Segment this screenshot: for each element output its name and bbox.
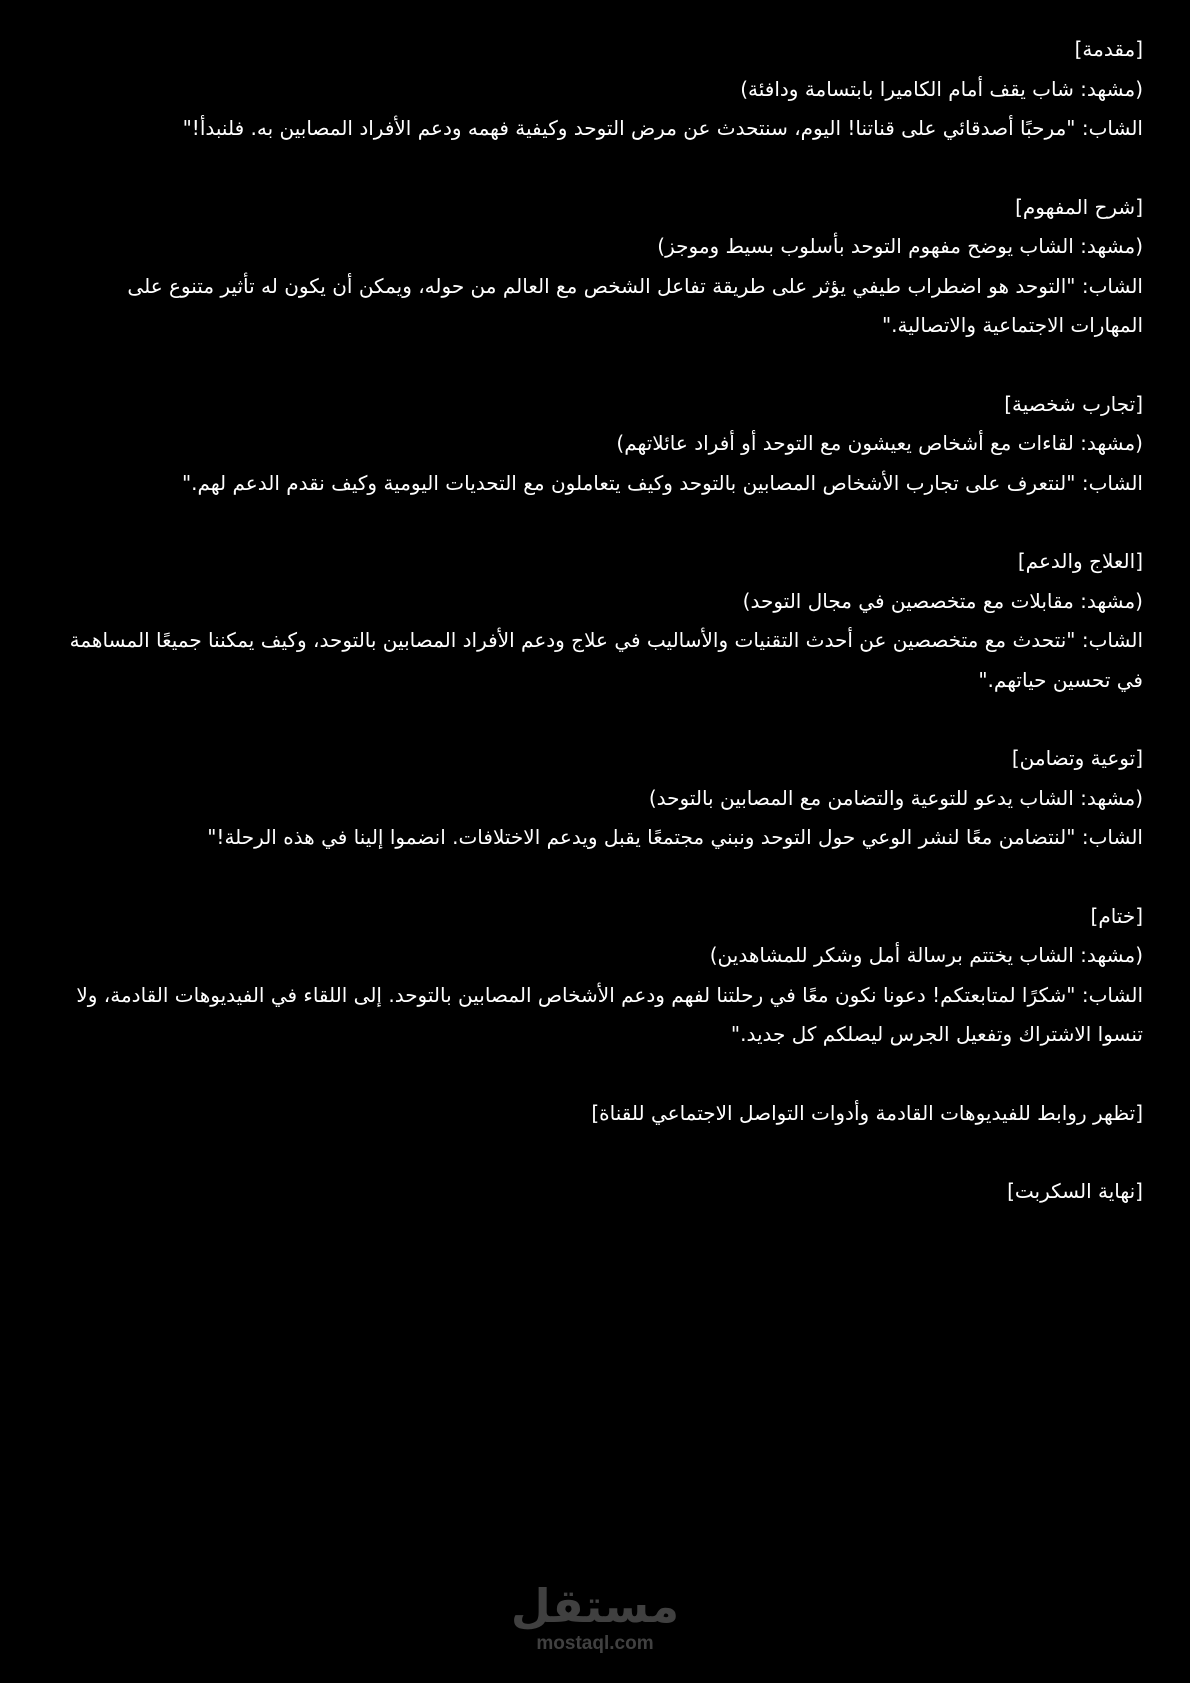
section-heading: [ختام] <box>1090 903 1143 928</box>
section-closing <box>55 897 1143 1055</box>
section-links-note <box>55 1094 1143 1134</box>
section-concept <box>55 188 1143 346</box>
end-note: [نهاية السكربت] <box>1007 1179 1143 1203</box>
scene-description: (مشهد: الشاب يختتم برسالة أمل وشكر للمشاهدين) <box>709 943 1143 967</box>
scene-description: (مشهد: مقابلات مع متخصصين في مجال التوحد) <box>742 588 1143 613</box>
section-heading: [شرح المفهوم] <box>1015 194 1143 219</box>
section-end-note <box>55 1172 1143 1212</box>
dialogue-line: الشاب: "نتحدث مع متخصصين عن أحدث التقنيات والأساليب في علاج ودعم الأفراد المصابين بالتوحد، وكيف يمكننا جميعًا المساهمة في تحسين حياتهم." <box>69 628 1143 692</box>
watermark-logo: مستقل <box>510 1579 680 1633</box>
scene-description: (مشهد: لقاءات مع أشخاص يعيشون مع التوحد أو أفراد عائلاتهم) <box>616 431 1143 455</box>
script-document <box>55 30 1143 1251</box>
section-heading: [العلاج والدعم] <box>1017 549 1143 573</box>
dialogue-line: الشاب: "لنتضامن معًا لنشر الوعي حول التوحد ونبني مجتمعًا يقبل ويدعم الاختلافات. انضموا إلينا في هذه الرحلة!" <box>207 825 1143 849</box>
watermark-domain: mostaql.com <box>536 1633 654 1654</box>
dialogue-line: الشاب: "شكرًا لمتابعتكم! دعونا نكون معًا في رحلتنا لفهم ودعم الأشخاص المصابين بالتوحد. إلى اللقاء في الفيديوهات القادمة، ولا تنسوا الاشتراك وتفعيل الجرس ليصلكم كل جديد." <box>76 982 1143 1046</box>
mostaql-watermark <box>0 1580 1190 1656</box>
dialogue-line: الشاب: "لنتعرف على تجارب الأشخاص المصابين بالتوحد وكيف يتعاملون مع التحديات اليومية وكيف نقدم الدعم لهم." <box>181 470 1143 495</box>
section-awareness <box>55 739 1143 858</box>
links-note: [تظهر روابط للفيديوهات القادمة وأدوات التواصل الاجتماعي للقناة] <box>591 1100 1143 1125</box>
scene-description: (مشهد: الشاب يوضح مفهوم التوحد بأسلوب بسيط وموجز) <box>657 234 1143 258</box>
scene-description: (مشهد: شاب يقف أمام الكاميرا بابتسامة ودافئة) <box>740 76 1143 101</box>
scene-description: (مشهد: الشاب يدعو للتوعية والتضامن مع المصابين بالتوحد) <box>648 785 1143 810</box>
section-heading: [تجارب شخصية] <box>1004 391 1143 416</box>
section-personal-experiences <box>55 385 1143 504</box>
section-heading: [مقدمة] <box>1074 37 1143 61</box>
dialogue-line: الشاب: "مرحبًا أصدقائي على قناتنا! اليوم، سنتحدث عن مرض التوحد وكيفية فهمه ودعم الأفراد المصابين به. فلنبدأ!" <box>182 116 1143 140</box>
section-treatment-support <box>55 542 1143 700</box>
section-intro <box>55 30 1143 149</box>
section-heading: [توعية وتضامن] <box>1011 746 1143 770</box>
dialogue-line: الشاب: "التوحد هو اضطراب طيفي يؤثر على طريقة تفاعل الشخص مع العالم من حوله، ويمكن أن يكون له تأثير متنوع على المهارات الاجتماعية والاتصالية." <box>127 273 1143 337</box>
